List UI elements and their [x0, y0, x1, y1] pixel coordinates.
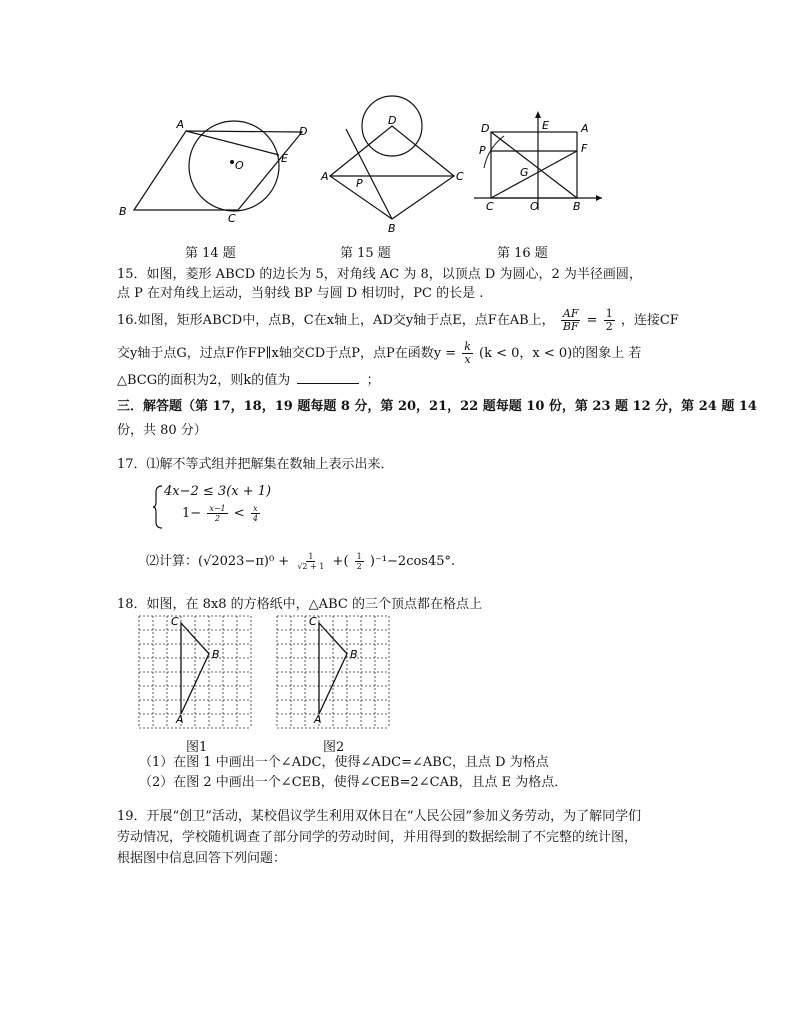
figure-16 — [474, 108, 606, 214]
label-o: O — [530, 200, 539, 213]
section3-line2: 份，共 80 分） — [117, 423, 207, 438]
q15-line2: 点 P 在对角线上运动，当射线 BP 与圆 D 相切时，PC 的长是 . — [117, 286, 484, 301]
label-p: P — [479, 144, 486, 157]
q17-ineq2-den2: 4 — [252, 514, 258, 523]
q16-text-2b: (k < 0，x < 0)的图象上 若 — [479, 346, 642, 361]
grid-label-c: C — [309, 615, 317, 628]
label-c: C — [456, 170, 464, 183]
q17-ineq1: 4x−2 ≤ 3(x + 1) — [164, 484, 272, 499]
ray-bp — [346, 129, 392, 219]
q16-text-1a: 16.如图，矩形ABCD中，点B，C在x轴上，AD交y轴于点E，点F在AB上， — [117, 313, 555, 328]
section3-text1: 三．解答题（第 17，18，19 题每题 8 分，第 20，21，22 题每题 10 份，第 23 题 12 分，第 24 题 14 — [117, 399, 757, 414]
section3-line1 — [117, 398, 757, 416]
label-e: E — [281, 152, 288, 165]
grid-label-a: A — [176, 713, 184, 726]
q17-part1: 17．⑴解不等式组并把解集在数轴上表示出来． — [117, 457, 394, 472]
caption-fig15: 第 15 题 — [340, 246, 391, 261]
label-b: B — [573, 200, 581, 213]
q17-ineq2-num: x−1 — [209, 504, 226, 513]
q18-sub2: （2）在图 2 中画出一个∠CEB，使得∠CEB=2∠CAB，且点 E 为格点． — [139, 775, 568, 790]
q17-part2-a: ⑵计算：(√2023−π)⁰ + — [146, 554, 290, 569]
q17-ineq2-frac2 — [251, 504, 260, 523]
brace-icon — [152, 484, 164, 530]
q16-text-3b: ； — [366, 373, 380, 388]
q17-part2 — [146, 552, 455, 571]
q17-part2-frac — [295, 552, 326, 571]
figure-15 — [318, 94, 468, 234]
q17-part2-c: )⁻¹−2cos45°. — [369, 554, 456, 569]
q16-text-2a: 交y轴于点G，过点F作FP∥x轴交CD于点P，点P在函数y = — [117, 346, 457, 361]
q16-frac-half — [604, 308, 615, 333]
q16-frac-af-bf — [561, 308, 581, 333]
q17-p2-den: √2 + 1 — [297, 562, 325, 571]
q17-ineq2-frac1 — [207, 504, 227, 523]
grid-figure-1 — [137, 614, 253, 730]
caption-grid2: 图2 — [323, 740, 345, 755]
q17-ineq2 — [182, 504, 262, 523]
q17-ineq2-num2: x — [253, 504, 258, 513]
q18-sub1: （1）在图 1 中画出一个∠ADC，使得∠ADC=∠ABC，且点 D 为格点 — [139, 755, 549, 770]
x-axis-arrow — [596, 195, 602, 201]
q16-half-num: 1 — [605, 307, 613, 320]
hyperbola-curve — [484, 136, 504, 168]
q16-text-3a: △BCG的面积为2，则k的值为 — [117, 373, 291, 388]
y-axis-arrow — [535, 111, 541, 118]
q16-line2 — [117, 341, 641, 366]
label-b: B — [119, 205, 127, 218]
label-a: A — [581, 122, 589, 135]
label-f: F — [581, 142, 588, 155]
q17-part2-b: +( — [332, 554, 349, 569]
grid-label-a: A — [314, 713, 322, 726]
q16-frac-den: BF — [562, 320, 579, 333]
q16-half-den: 2 — [605, 320, 613, 333]
grid-label-b: B — [212, 647, 220, 661]
grid-figure-2 — [275, 614, 391, 730]
caption-grid1: 图1 — [186, 740, 208, 755]
q16-line1 — [117, 308, 679, 333]
grid-label-b: B — [350, 647, 358, 661]
q17-ineq2-den: 2 — [214, 514, 221, 523]
label-e: E — [542, 119, 549, 132]
label-g: G — [520, 166, 529, 179]
label-d: D — [299, 125, 308, 138]
label-c: C — [486, 200, 494, 213]
q17-p2-half-num: 1 — [356, 552, 362, 561]
q18-line1: 18．如图，在 8x8 的方格纸中，△ABC 的三个顶点都在格点上 — [117, 597, 482, 612]
q16-k-den: x — [464, 353, 471, 366]
rhombus-abcd — [134, 131, 302, 210]
q16-k-num: k — [464, 340, 471, 353]
q17-ineq2-b: < — [233, 506, 245, 521]
q19-line3: 根据图中信息回答下列问题： — [117, 851, 287, 866]
circle-o — [189, 121, 279, 211]
label-a: A — [321, 170, 329, 183]
grid-label-c: C — [171, 615, 179, 628]
q17-ineq2-a: 1− — [182, 506, 202, 521]
q16-line3 — [117, 371, 380, 390]
label-d: D — [388, 114, 397, 127]
q17-p2-half-den: 2 — [356, 562, 362, 571]
q19-line1: 19．开展“创卫”活动，某校倡议学生利用双休日在“人民公园”参加义务劳动，为了解同学们 — [117, 809, 642, 824]
q16-frac-num: AF — [562, 307, 579, 320]
q16-text-eq: = — [586, 313, 598, 328]
label-c: C — [228, 212, 236, 225]
q19-line2: 劳动情况，学校随机调查了部分同学的劳动时间，并用得到的数据绘制了不完整的统计图， — [117, 830, 638, 845]
rhombus-abcd — [330, 126, 454, 219]
q16-frac-k-x — [462, 341, 473, 366]
label-d: D — [481, 122, 490, 135]
caption-fig14: 第 14 题 — [185, 246, 236, 261]
segment-cf — [491, 151, 577, 198]
segment-ae — [186, 131, 279, 155]
caption-fig16: 第 16 题 — [497, 246, 548, 261]
figure-14 — [112, 112, 312, 225]
label-p: P — [356, 177, 363, 190]
label-o: O — [235, 159, 244, 172]
q17-part2-half — [355, 552, 364, 571]
q15-line1: 15．如图，菱形 ABCD 的边长为 5，对角线 AC 为 8，以顶点 D 为圆心，2 为半径画圆， — [117, 267, 642, 282]
label-b: B — [388, 222, 396, 235]
label-a: A — [176, 118, 184, 131]
q16-answer-blank — [297, 371, 359, 384]
center-o-dot — [230, 160, 234, 164]
segment-db — [491, 132, 577, 198]
q16-text-1c: ，连接CF — [620, 313, 679, 328]
q17-p2-num: 1 — [308, 552, 314, 561]
